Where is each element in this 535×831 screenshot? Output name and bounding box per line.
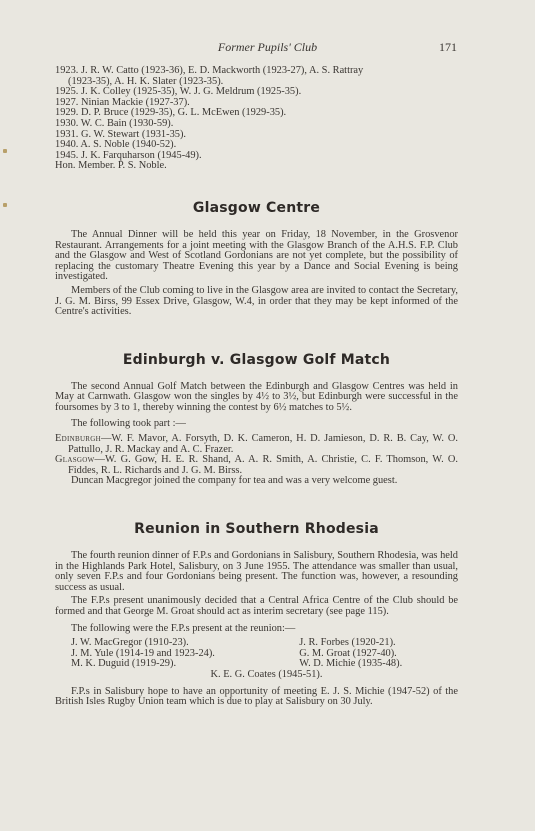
present-name: M. K. Duguid (1919-29). [71, 658, 177, 670]
officer-entry: 1925. J. K. Colley (1925-35), W. J. G. Meldrum (1925-35). [55, 86, 302, 98]
present-name: K. E. G. Coates (1945-51). [210, 668, 323, 680]
margin-mark [3, 149, 7, 153]
rhodesia-paragraph: The fourth reunion dinner of F.P.s and Gordonians in Salisbury, Southern Rhodesia, was held in the Highlands Park Hotel, Salisbury, on 3 June 1955. The attendance was smaller than usual, only seven F.P.s and four Gordonians being present. The function was, however, a resounding success as usual. [55, 550, 458, 593]
section-heading-glasgow: Glasgow Centre [192, 199, 321, 216]
officer-entry: 1927. Ninian Mackie (1927-37). [55, 96, 190, 108]
officer-entry: 1931. G. W. Stewart (1931-35). [55, 128, 187, 140]
page-number: 171 [439, 40, 457, 54]
officer-entry: 1945. J. K. Farquharson (1945-49). [55, 149, 202, 161]
rhodesia-paragraph: The following were the F.P.s present at the reunion:— [71, 622, 296, 634]
margin-mark [3, 203, 7, 207]
present-name: J. W. MacGregor (1910-23). [71, 637, 189, 649]
team-label: Edinburgh [55, 433, 101, 445]
officer-entry: 1940. A. S. Noble (1940-52). [55, 139, 177, 151]
present-name: G. M. Groat (1927-40). [299, 647, 397, 659]
rhodesia-paragraph: F.P.s in Salisbury hope to have an opportunity of meeting E. J. S. Michie (1947-52) of the British Isles Rugby Union team which is due to play at Salisbury on 30 July. [55, 685, 458, 708]
glasgow-paragraph: The Annual Dinner will be held this year on Friday, 18 November, in the Grosvenor Restaurant. Arrangements for a joint meeting with the Glasgow Branch of the A.H.S. F.P. Club and the Glasgow and West of Scotland Gordonians are not yet complete, but the possibility of replacing the customary Theatre Evening this year by a Dance and Social Evening is being investigated. [55, 228, 458, 283]
running-head [0, 40, 535, 56]
officer-entry: 1929. D. P. Bruce (1929-35), G. L. McEwen (1929-35). [55, 107, 287, 119]
page-body [55, 66, 458, 708]
rhodesia-paragraph: The F.P.s present unanimously decided that a Central Africa Centre of the Club should be formed and that George M. Groat should act as interim secretary (see page 115). [55, 595, 458, 617]
officer-entry: 1923. J. R. W. Catto (1923-36), E. D. Mackworth (1923-27), A. S. Rattray [55, 65, 364, 76]
golf-paragraph: The following took part :— [71, 418, 186, 430]
team-label: Glasgow [55, 454, 95, 466]
officer-list [55, 66, 458, 172]
running-title: Former Pupils' Club [217, 40, 318, 54]
present-name: J. R. Forbes (1920-21). [299, 637, 396, 649]
golf-paragraph: The second Annual Golf Match between the Edinburgh and Glasgow Centres was held in May at Carnwath. Glasgow won the singles by 4½ to 3½, but Edinburgh were successful in the foursomes by 3 to 1, thereby winning the contest by 6½ matches to 5½. [55, 380, 458, 413]
section-heading-golf: Edinburgh v. Glasgow Golf Match [122, 351, 391, 368]
team-names: —W. G. Gow, H. E. R. Shand, A. A. R. Smith, A. Christie, C. F. Thomson, W. O. Fiddes, R. L. Richards and J. G. M. Birss. [68, 454, 458, 476]
present-list [55, 638, 458, 680]
team-names: —W. F. Mavor, A. Forsyth, D. K. Cameron, H. D. Jamieson, D. R. B. Cay, W. O. Pattullo, J. R. Mackay and A. C. Frazer. [68, 433, 458, 455]
officer-entry: (1923-35), A. H. K. Slater (1923-35). [68, 75, 224, 87]
officer-entry: Hon. Member. P. S. Noble. [55, 160, 167, 172]
officer-entry: 1930. W. C. Bain (1930-59). [55, 117, 174, 129]
glasgow-team [55, 455, 458, 476]
present-name: W. D. Michie (1935-48). [299, 658, 403, 670]
glasgow-paragraph: Members of the Club coming to live in the Glasgow area are invited to contact the Secretary, J. G. M. Birss, 99 Essex Drive, Glasgow, W.4, in order that they may be kept informed of the Centre's activities. [55, 284, 458, 318]
golf-paragraph: Duncan Macgregor joined the company for tea and was a very welcome guest. [71, 475, 398, 487]
section-heading-rhodesia: Reunion in Southern Rhodesia [134, 521, 379, 538]
edinburgh-team [55, 434, 458, 455]
present-name: J. M. Yule (1914-19 and 1923-24). [71, 647, 215, 659]
